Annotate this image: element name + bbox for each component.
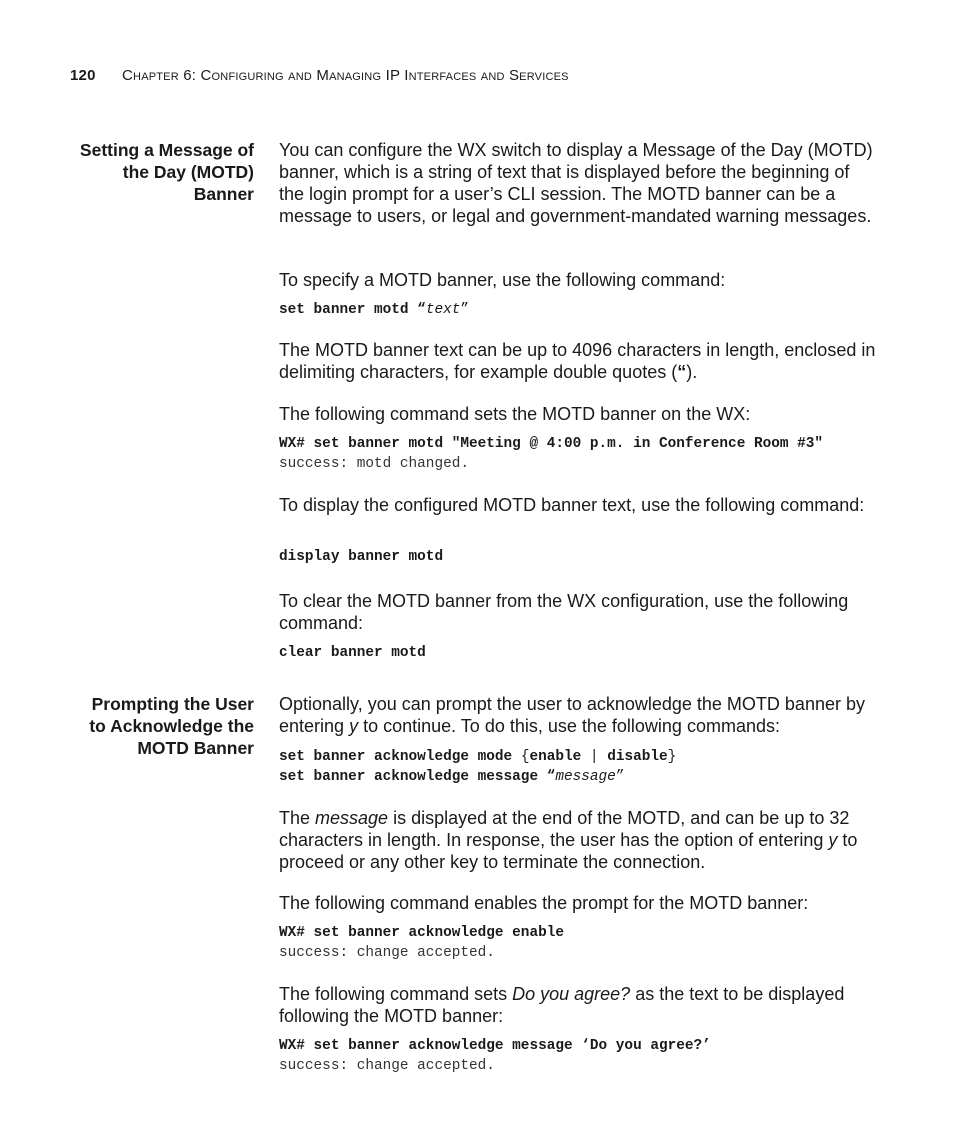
paragraph-message: The message is displayed at the end of the MOTD, and can be up to 32 characters in length. In response, the user has the option of entering y to proceed or any other key to terminate the connection.: [279, 808, 858, 872]
section-heading-acknowledge: Prompting the User to Acknowledge the MOTD Banner: [89, 694, 254, 758]
paragraph-display-intro: To display the configured MOTD banner text, use the following command:: [279, 495, 865, 515]
paragraph-ack-intro: Optionally, you can prompt the user to acknowledge the MOTD banner by entering y to continue. To do this, use the following commands:: [279, 694, 865, 736]
chapter-title: Chapter 6: Configuring and Managing IP Interfaces and Services: [122, 67, 569, 84]
paragraph-sets-intro: The following command sets Do you agree? as the text to be displayed following the MOTD banner:: [279, 984, 845, 1026]
commands-acknowledge: set banner acknowledge mode {enable | disable} set banner acknowledge message “message”: [279, 749, 677, 785]
paragraph-specify: To specify a MOTD banner, use the following command:: [279, 270, 726, 290]
paragraph-enable-intro: The following command enables the prompt for the MOTD banner:: [279, 893, 809, 913]
paragraph-motd-intro: You can configure the WX switch to display a Message of the Day (MOTD) banner, which is a string of text that is displayed before the beginning of the login prompt for a user’s CLI session. The MOTD banner can be a message to users, or legal and government-mandated warning messages.: [279, 140, 873, 226]
section-heading-motd: Setting a Message of the Day (MOTD) Banner: [79, 140, 254, 204]
page-number: 120: [70, 67, 96, 84]
paragraph-example-intro: The following command sets the MOTD banner on the WX:: [279, 404, 751, 424]
running-header: [70, 67, 569, 84]
command-set-banner-motd: set banner motd “text”: [279, 302, 469, 318]
command-clear-banner: clear banner motd: [279, 645, 426, 661]
code-example-motd: WX# set banner motd "Meeting @ 4:00 p.m. in Conference Room #3" success: motd changed.: [279, 436, 824, 472]
code-example-message: WX# set banner acknowledge message ‘Do you agree?’ success: change accepted.: [279, 1038, 711, 1074]
command-display-banner: display banner motd: [279, 549, 444, 565]
code-example-enable: WX# set banner acknowledge enable success: change accepted.: [279, 925, 564, 961]
paragraph-length: The MOTD banner text can be up to 4096 characters in length, enclosed in delimiting characters, for example double quotes (“).: [279, 340, 876, 382]
paragraph-clear-intro: To clear the MOTD banner from the WX configuration, use the following command:: [279, 591, 849, 633]
